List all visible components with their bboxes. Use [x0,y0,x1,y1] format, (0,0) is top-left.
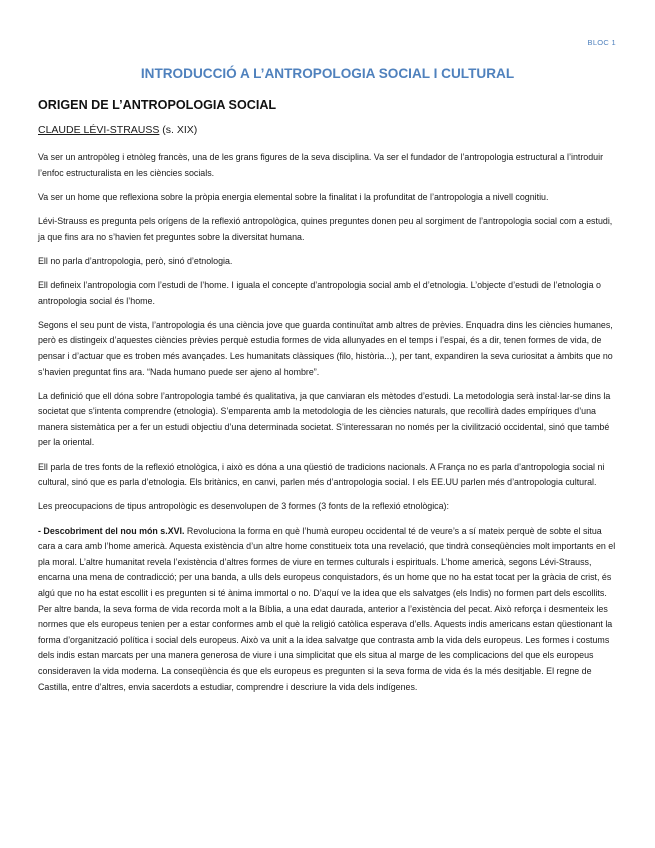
author-name: CLAUDE LÉVI-STRAUSS [38,124,160,136]
paragraph: Ell defineix l’antropologia com l’estudi de l’home. I iguala el concepte d’antropologia social amb el d’etnologia. L’objecte d’estudi de l’etnologia o antropologia social és l’home. [38,279,601,306]
author-subheading [38,124,618,136]
section-heading: ORIGEN DE L’ANTROPOLOGIA SOCIAL [38,98,277,112]
paragraph: Lévi-Strauss es pregunta pels orígens de la reflexió antropològica, quines preguntes donen peu al sorgiment de l’antropologia social com a estudi, ja que fins ara no s’havien fet preguntes sobre la diversitat humana. [38,215,613,242]
block-label: BLOC 1 [587,38,616,47]
paragraph-text: Revoluciona la forma en què l’humà europeu occidental té de veure’s a sí mateix perquè de sobte el situa cara a cara amb l’home americà. Aquesta existència d’un altre home constitueix tota una revelació, que tindrà conseqüències molt importants en el pla moral. L’altre humanitat revela l’existència d’altres formes de viure en termes culturals i espirituals. L’home americà, segons Lévi-Strauss, encarna una mena de contradicció; per una banda, a ulls dels europeus conquistadors, és un home que no ha estat tocat per la gràcia de crist, és algú que no ha estat escollit i es pregunten si té ànima immortal o no. D’aquí ve la idea que els salvatges (els Indis) no formen part dels escollits. Per altre banda, la seva forma de vida recorda molt a la Bíblia, a una edat daurada, anterior a l’existència del pecat. Això reforça i desmenteix les normes que els europeus tenien per a estar conformes amb el què la religió catòlica esperava d’ells. Aquests indis americans estan qüestionant la forma d’organització política i social dels europeus. Això va unit a la idea salvatge que contrasta amb la vida dels europeus. Les formes i costums dels indis estan marcats per una manera generosa de viure i una simplicitat que els situa al marge de les complicacions del que els europeus consideraven la vida moderna. La conseqüència és que els europeus es pregunten si la seva forma de vida és la més desitjable. El regne de Castilla, entre d’altres, envia sacerdots a estudiar, comprendre i descriure la vida dels indígenes. [38,525,616,692]
document-body [38,98,618,704]
paragraph: Va ser un antropòleg i etnòleg francès, una de les grans figures de la seva disciplina. Va ser el fundador de l’antropologia estructural a l’introduir l’enfoc estructuralista en les ciències socials. [38,152,604,178]
paragraph: La definició que ell dóna sobre l’antropologia també és qualitativa, ja que canviaran els mètodes d’estudi. La metodologia serà instal·lar-se dins la societat que s’intenta comprendre (etnologia). S’emparenta amb la metodologia de les ciències naturals, que recollirà dades empíriques d’una manera sistemàtica per a fer un estudi objectiu d’una determinada societat. S’interessaran no només per la civilització occidental, sinó que també per la oriental. [38,390,611,448]
paragraph: Les preocupacions de tipus antropològic es desenvolupen de 3 formes (3 fonts de la reflexió etnològica): [38,501,449,512]
paragraph: Ell no parla d’antropologia, però, sinó d’etnologia. [38,255,233,266]
document-title: INTRODUCCIÓ A L’ANTROPOLOGIA SOCIAL I CULTURAL [140,66,515,81]
paragraph: Ell parla de tres fonts de la reflexió etnològica, i això es dóna a una qüestió de tradicions nacionals. A França no es parla d’antropologia social ni cultural, sinó que es parla d’etnologia. Els britànics, en canvi, parlen més d’antropologia social. I els EE.UU parlen més d’antropologia cultural. [38,461,605,488]
author-century: (s. XIX) [159,124,198,136]
paragraph: Segons el seu punt de vista, l’antropologia és una ciència jove que guarda continuïtat amb altres de prèvies. Enquadra dins les ciències humanes, però es distingeix d’aquestes ciències prèvies perquè estudia formes de vida allunyades en el temps i l’espai, és a dir, tenen formes de vida, de pensar i d’actuar que es troben més avançades. Les humanitats clàssiques (filo, història...), per tant, expandiren la seva curiositat a àmbits que no s’havien preguntat fins ara. “Nada humano puede ser ajeno al hombre”. [38,319,613,377]
paragraph-new-world [38,524,618,696]
paragraph: Va ser un home que reflexiona sobre la pròpia energia elemental sobre la finalitat i la profunditat de l’antropologia a nivell cognitiu. [38,191,549,202]
paragraph-lead: - Descobriment del nou món s.XVI. [38,525,185,536]
